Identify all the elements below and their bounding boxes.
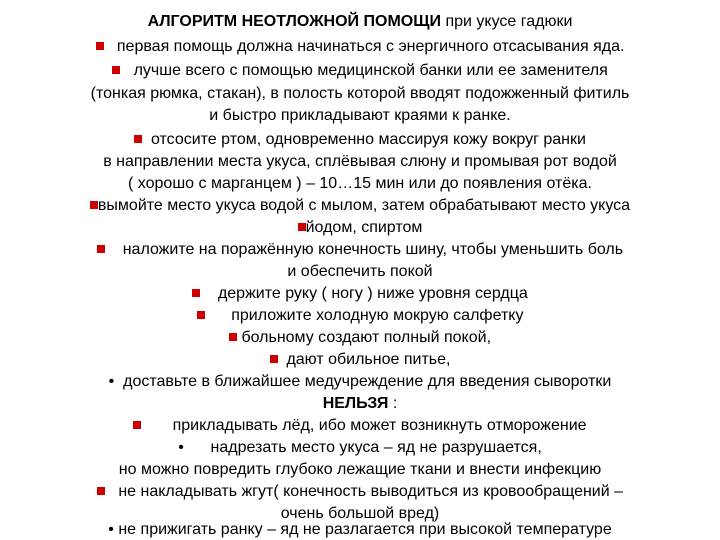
bullet-square-icon — [133, 421, 141, 429]
step-text: и быстро прикладывают краями к ранке. — [209, 107, 511, 124]
step-line — [0, 520, 720, 540]
bullet-square-icon — [197, 311, 205, 319]
step-line — [0, 306, 720, 326]
bullet-dot-icon: • — [178, 439, 184, 456]
bullet-square-icon — [97, 245, 105, 253]
step-line — [0, 284, 720, 304]
step-line — [0, 350, 720, 370]
step-text: доставьте в ближайшее медучреждение для введения сыворотки — [123, 373, 612, 390]
step-line — [0, 460, 720, 480]
bullet-square-icon — [112, 66, 120, 74]
step-text: вымойте место укуса водой с мылом, затем обрабатывают место укуса — [97, 197, 631, 214]
prohibited-colon: : — [388, 395, 398, 412]
prohibited-heading — [0, 394, 720, 414]
step-text: не накладывать жгут( конечность выводиться из кровообращений – — [118, 483, 624, 500]
step-text: в направлении места укуса, сплёвывая слюну и промывая рот водой — [103, 153, 617, 170]
step-line — [0, 106, 720, 126]
step-line — [0, 438, 720, 458]
step-line — [0, 130, 720, 150]
bullet-square-icon — [97, 487, 105, 495]
step-text: дают обильное питье, — [286, 351, 451, 368]
step-line — [0, 218, 720, 238]
slide-title — [0, 12, 720, 32]
step-text: очень большой вред) — [280, 505, 440, 522]
step-line — [0, 240, 720, 260]
bullet-square-icon — [192, 289, 200, 297]
step-text: надрезать место укуса – яд не разрушается, — [210, 439, 542, 456]
bullet-square-icon — [298, 223, 306, 231]
step-text: держите руку ( ногу ) ниже уровня сердца — [217, 285, 528, 302]
step-text: лучше всего с помощью медицинской банки или ее заменителя — [133, 62, 608, 79]
step-text: не прижигать ранку – яд не разлагается при высокой температуре — [118, 521, 612, 538]
step-text: ( хорошо с марганцем ) – 10…15 мин или до появления отёка. — [128, 175, 592, 192]
step-line — [0, 196, 720, 216]
step-line — [0, 174, 720, 194]
bullet-dot-icon: • — [108, 521, 114, 538]
step-line — [0, 416, 720, 436]
bullet-dot-icon: • — [108, 373, 115, 390]
step-text: первая помощь должна начинаться с энергичного отсасывания яда. — [116, 38, 625, 55]
step-line — [0, 37, 720, 57]
step-text: приложите холодную мокрую салфетку — [231, 307, 524, 324]
step-line — [0, 262, 720, 282]
bullet-square-icon — [134, 135, 142, 143]
step-text: и обеспечить покой — [287, 263, 433, 280]
bullet-square-icon — [229, 333, 237, 341]
bullet-square-icon — [270, 355, 278, 363]
step-text: йодом, спиртом — [305, 219, 423, 236]
title-bold: АЛГОРИТМ НЕОТЛОЖНОЙ ПОМОЩИ — [147, 13, 442, 30]
step-line — [0, 328, 720, 348]
step-text: (тонкая рюмка, стакан), в полость которой вводят подожженный фитиль — [90, 85, 630, 102]
step-text: наложите на поражённую конечность шину, чтобы уменьшить боль — [122, 241, 624, 258]
step-text: отсосите ртом, одновременно массируя кожу вокруг ранки — [150, 131, 586, 148]
step-text: прикладывать лёд, ибо может возникнуть отморожение — [172, 417, 587, 434]
step-line — [0, 372, 720, 392]
title-rest: при укусе гадюки — [441, 13, 573, 30]
step-line — [0, 482, 720, 502]
bullet-square-icon — [96, 42, 104, 50]
step-line — [0, 61, 720, 81]
bullet-square-icon — [90, 201, 98, 209]
step-text: но можно повредить глубоко лежащие ткани и внести инфекцию — [118, 461, 602, 478]
step-text: больному создают полный покой, — [241, 329, 492, 346]
step-line — [0, 152, 720, 172]
step-line — [0, 84, 720, 104]
prohibited-word: НЕЛЬЗЯ — [322, 395, 389, 412]
